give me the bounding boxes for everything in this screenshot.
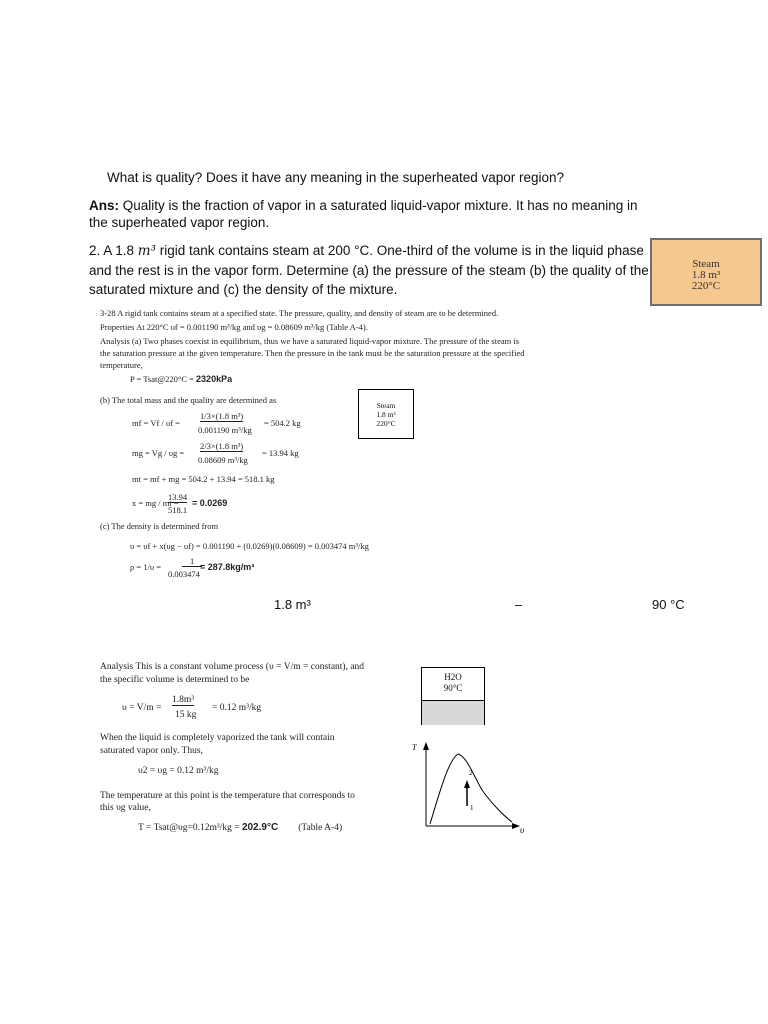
- mf-num: 1/3×(1.8 m³): [200, 411, 244, 421]
- sol2-v-num: 1.8m³: [172, 695, 195, 705]
- rho-den: 0.003474: [168, 569, 200, 579]
- liquid-region: [422, 700, 484, 725]
- rho-num: 1: [182, 556, 202, 567]
- tank2-label-2: 1.8 m³: [376, 410, 396, 419]
- answer-text: Quality is the fraction of vapor in a saturated liquid-vapor mixture. It has no meaning in the superheated vapor region.: [89, 198, 638, 230]
- sol2-line-5: The temperature at this point is the temperature that corresponds to: [100, 791, 355, 801]
- saturation-dome: [430, 754, 512, 824]
- tank-label-1: Steam: [692, 258, 720, 270]
- answer-1: [89, 197, 649, 231]
- v-line: υ = υf + x(υg − υf) = 0.001190 + (0.0269)(0.08609) = 0.003474 m³/kg: [130, 541, 369, 551]
- tank2-label-1: Steam: [376, 401, 396, 410]
- rho-lhs: ρ = 1/υ =: [130, 562, 162, 572]
- tank3-label-1: H2O: [444, 672, 462, 682]
- sol2-line-4: saturated vapor only. Thus,: [100, 746, 203, 756]
- mg-lhs: mg = Vg / υg =: [132, 448, 185, 458]
- sol2-v-result: = 0.12 m³/kg: [212, 703, 262, 713]
- tank-label-2: 1.8 m³: [691, 269, 721, 281]
- sol-analysis-1: Analysis (a) Two phases coexist in equilibrium, thus we have a saturated liquid-vapor mixture. The pressure of the steam is: [100, 336, 520, 346]
- mg-num: 2/3×(1.8 m³): [200, 441, 244, 451]
- v-label: υ: [520, 825, 525, 833]
- sol2-temp: [138, 822, 342, 833]
- sol2-v-lhs: υ = V/m =: [122, 703, 162, 713]
- sol2-line-6: this υg value,: [100, 803, 151, 813]
- sol-properties: Properties At 220°C υf = 0.001190 m³/kg and υg = 0.08609 m³/kg (Table A-4).: [100, 322, 368, 332]
- steam-tank-small: [358, 389, 414, 439]
- mf-den: 0.001190 m³/kg: [198, 425, 252, 435]
- sol2-line-3: When the liquid is completely vaporized the tank will contain: [100, 733, 335, 743]
- sol2-line-2: the specific volume is determined to be: [100, 675, 250, 685]
- sol2-line-1: Analysis This is a constant volume process (υ = V/m = constant), and: [100, 662, 365, 672]
- mid-volume: 1.8 m³: [274, 597, 311, 612]
- tank-label-3: 220°C: [691, 280, 721, 292]
- sol-part-c: (c) The density is determined from: [100, 521, 219, 531]
- t-axis-arrow: [423, 742, 429, 750]
- x-den: 518.1: [168, 505, 188, 515]
- tank3-label-2: 90°C: [443, 683, 463, 693]
- rho-value: = 287.8kg/m³: [200, 562, 255, 572]
- t-label: T: [412, 743, 417, 752]
- x-value: = 0.0269: [192, 498, 228, 508]
- steam-tank-figure: [650, 238, 762, 306]
- mid-temp: 90 °C: [652, 597, 685, 612]
- pressure-lhs: P = Tsat@220°C =: [130, 374, 197, 384]
- sol-pressure: [130, 374, 232, 384]
- mt-line: mt = mf + mg = 504.2 + 13.94 = 518.1 kg: [132, 474, 275, 484]
- v-axis-arrow: [512, 823, 520, 829]
- sol2-v-den: 15 kg: [175, 710, 197, 720]
- pressure-value: 2320kPa: [196, 374, 233, 384]
- question-2-unit: m³: [137, 243, 157, 259]
- point-2-label: 2: [469, 769, 473, 777]
- sol-analysis-2: the saturation pressure at the given temperature. Then the pressure in the tank must be the saturation pressure at the specified: [100, 348, 525, 358]
- point-1-label: 1: [470, 804, 474, 812]
- process-arrow-head: [464, 780, 470, 788]
- answer-label: Ans:: [89, 198, 119, 213]
- x-num: 13.94: [168, 492, 188, 502]
- tank2-label-3: 220°C: [376, 419, 396, 428]
- temp-value: 202.9°C: [241, 822, 279, 833]
- sol-part-b: (b) The total mass and the quality are determined as: [100, 395, 277, 405]
- temp-ref: (Table A-4): [298, 823, 343, 833]
- t-v-diagram: [408, 738, 533, 833]
- h2o-tank-figure: [421, 667, 485, 725]
- sol-analysis-3: temperature,: [100, 360, 143, 370]
- x-lhs: x = mg / mt =: [132, 498, 179, 508]
- mid-dash: –: [515, 597, 523, 612]
- sol-title: 3-28 A rigid tank contains steam at a specified state. The pressure, quality, and density of steam are to be determined.: [100, 308, 499, 318]
- mf-result: = 504.2 kg: [264, 418, 301, 428]
- question-1: What is quality? Does it have any meaning in the superheated vapor region?: [107, 170, 565, 185]
- sol2-v2-line: υ2 = υg = 0.12 m³/kg: [138, 766, 219, 776]
- mg-result: = 13.94 kg: [262, 448, 299, 458]
- temp-lhs: T = Tsat@υg=0.12m³/kg =: [138, 823, 242, 833]
- mg-den: 0.08609 m³/kg: [198, 455, 248, 465]
- question-2-text: rigid tank contains steam at 200 °C. One-third of the volume is in the liquid phase and the rest is in the vapor form. Determine (a) the pressure of the steam (b) the quality of the saturated mixture and (c) the density of the mixture.: [89, 243, 649, 297]
- question-2-prefix: 2. A 1.8: [89, 243, 138, 258]
- mf-lhs: mf = Vf / υf =: [132, 418, 180, 428]
- question-2: [89, 241, 649, 299]
